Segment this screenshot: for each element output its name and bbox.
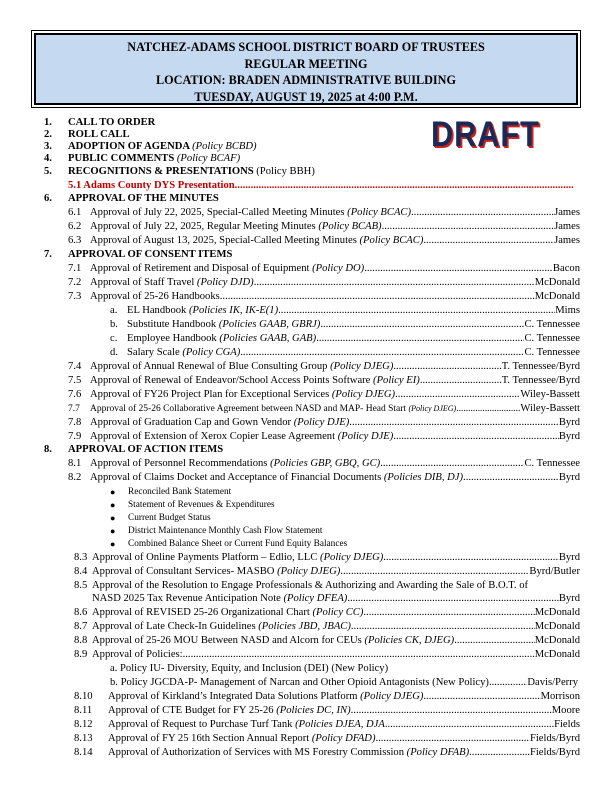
- item-presenter: McDonald: [534, 649, 580, 660]
- item-title: Approval of REVISED 25-26 Organizational Chart: [92, 607, 310, 618]
- item-presenter: C. Tennessee: [524, 458, 580, 469]
- item-title: Approval of Personnel Recommendations: [90, 458, 268, 469]
- item-presenter: C. Tennessee: [524, 347, 580, 358]
- item-policy: (Policy DJEG): [408, 404, 457, 413]
- item-number: 7.4: [68, 361, 82, 372]
- item-number: 8.: [44, 444, 52, 455]
- item-title: ADOPTION OF AGENDA: [68, 141, 190, 152]
- item-policy: (Policy DJEG): [320, 552, 384, 563]
- item-number: 8.3: [74, 552, 88, 563]
- item-title: Approval of FY 25 16th Section Annual Report: [108, 733, 310, 744]
- item-policy: (Policy DJE): [293, 417, 350, 428]
- item-policy: (Policy BCBD): [192, 141, 257, 152]
- item-policy: (Policy DO): [312, 263, 365, 274]
- item-presenter: Wiley-Bassett: [520, 403, 580, 414]
- item-number: 7.2: [68, 277, 82, 288]
- item-title: Approval of 25-26 MOU Between NASD and Alcorn for CEUs: [92, 635, 362, 646]
- item-title: Approval of Annual Renewal of Blue Consulting Group: [90, 361, 328, 372]
- item-presenter: Bacon: [552, 263, 580, 274]
- item-policy: (Policy DFAD): [311, 733, 376, 744]
- item-number: 2.: [44, 129, 52, 140]
- item-policy: (Policies GAAB, GAB): [219, 333, 317, 344]
- item-number: 8.6: [74, 607, 88, 618]
- item-title: Approval of 25-26 Collaborative Agreement between NASD and MAP- Head Start: [90, 404, 407, 414]
- item-title: Approval of Online Payments Platform – Edlio, LLC: [92, 552, 318, 563]
- item-presenter: C. Tennessee: [524, 319, 580, 330]
- item-title: APPROVAL OF THE MINUTES: [68, 193, 219, 204]
- item-policy: (Policy DJEG): [277, 566, 341, 577]
- item-title: Approval of Policies:: [92, 649, 183, 660]
- bullet-text: Current Budget Status: [128, 513, 211, 523]
- item-presenter: Mims: [555, 305, 580, 316]
- item-presenter: Byrd: [558, 431, 580, 442]
- bullet-text: Combined Balance Sheet or Current Fund Equity Balances: [128, 539, 348, 549]
- item-number: 8.7: [74, 621, 88, 632]
- item-title: Approval of August 13, 2025, Special-Called Meeting Minutes: [90, 235, 357, 246]
- item-number: b.: [110, 319, 118, 330]
- item-number: a.: [110, 305, 118, 316]
- item-policy: (Policy BCAB): [318, 221, 382, 232]
- item-number: 7.: [44, 249, 52, 260]
- item-policy: (Policies JBD, JBAC): [258, 621, 351, 632]
- bullet-text: District Maintenance Monthly Cash Flow Statement: [128, 526, 323, 536]
- meeting-header: [34, 33, 578, 105]
- item-title: Employee Handbook: [127, 333, 217, 344]
- item-title: Approval of 25-26 Handbooks: [90, 291, 220, 302]
- item-number: 4.: [44, 153, 52, 164]
- item-number: 8.10: [74, 691, 93, 702]
- item-policy: (Policy DJEG): [360, 691, 424, 702]
- item-title: ROLL CALL: [68, 129, 130, 140]
- item-presenter: James: [554, 221, 580, 232]
- item-policy: (Policies GAAB, GBRJ): [218, 319, 321, 330]
- item-number: 6.2: [68, 221, 82, 232]
- item-title: Approval of Claims Docket and Acceptance of Financial Documents: [90, 472, 382, 483]
- item-number: 6.1: [68, 207, 82, 218]
- item-presenter: Byrd: [558, 472, 580, 483]
- item-presenter: Fields: [554, 719, 580, 730]
- item-number: c.: [110, 333, 118, 344]
- item-title: Approval of CTE Budget for FY 25-26: [108, 705, 274, 716]
- item-presenter: Moore: [551, 705, 580, 716]
- item-presenter: Byrd: [558, 552, 580, 563]
- item-title: Approval of FY26 Project Plan for Exceptional Services: [90, 389, 330, 400]
- item-title: EL Handbook: [127, 305, 187, 316]
- item-number: d.: [110, 347, 118, 358]
- item-number: 8.9: [74, 649, 88, 660]
- item-policy: (Policy BCAC): [359, 235, 424, 246]
- item-policy: (Policy EI): [373, 375, 420, 386]
- item-title: Approval of Authorization of Services with MS Forestry Commission: [108, 747, 405, 758]
- item-number: 8.2: [68, 472, 82, 483]
- item-title: Salary Scale: [127, 347, 180, 358]
- item-presenter: McDonald: [534, 635, 580, 646]
- item-number: 7.3: [68, 291, 82, 302]
- item-number: 8.14: [74, 747, 93, 758]
- header-line-1: NATCHEZ-ADAMS SCHOOL DISTRICT BOARD OF TRUSTEES: [127, 40, 485, 54]
- item-number: 3.: [44, 141, 52, 152]
- header-line-3: LOCATION: BRADEN ADMINISTRATIVE BUILDING: [156, 73, 456, 87]
- item-title: Approval of Extension of Xerox Copier Lease Agreement: [90, 431, 336, 442]
- item-presenter: McDonald: [534, 291, 580, 302]
- item-policy: (Policies GBP, GBQ, GC): [270, 458, 381, 469]
- item-number: 8.12: [74, 719, 93, 730]
- item-number: 7.8: [68, 417, 82, 428]
- item-presenter: James: [554, 235, 580, 246]
- item-presenter: Fields/Byrd: [529, 747, 580, 758]
- bullet-icon: ●: [110, 487, 116, 497]
- item-title: Approval of Graduation Cap and Gown Vendor: [90, 417, 292, 428]
- item-number: 7.5: [68, 375, 82, 386]
- item-policy: (Policy CC): [312, 607, 364, 618]
- item-title: Approval of Staff Travel: [90, 277, 195, 288]
- item-title-cont: NASD 2025 Tax Revenue Anticipation Note: [92, 593, 281, 604]
- item-policy: (Policy DFEA): [283, 593, 348, 604]
- item-number: 1.: [44, 117, 52, 128]
- draft-stamp: DRAFT: [431, 115, 540, 154]
- item-title: Approval of July 22, 2025, Regular Meeting Minutes: [90, 221, 316, 232]
- item-presenter: Morrison: [540, 691, 580, 702]
- item-number: 7.9: [68, 431, 82, 442]
- item-policy: (Policy DJEG): [330, 361, 394, 372]
- item-title: Approval of July 22, 2025, Special-Called Meeting Minutes: [90, 207, 345, 218]
- item-presenter: McDonald: [534, 607, 580, 618]
- item-number: 8.8: [74, 635, 88, 646]
- item-number: 8.5: [74, 580, 88, 591]
- item-title: APPROVAL OF CONSENT ITEMS: [68, 249, 233, 260]
- bullet-icon: ●: [110, 500, 116, 510]
- item-policy: (Policies DJEA, DJA: [295, 719, 385, 730]
- item-number: 6.3: [68, 235, 82, 246]
- item-number: 8.11: [74, 705, 93, 716]
- item-title: Approval of Retirement and Disposal of Equipment: [90, 263, 310, 274]
- item-title: RECOGNITIONS & PRESENTATIONS: [68, 166, 254, 177]
- item-presenter: Byrd: [558, 593, 580, 604]
- item-number: 7.7: [68, 404, 80, 414]
- item-title: APPROVAL OF ACTION ITEMS: [68, 444, 224, 455]
- item-policy: (Policies DIB, DJ): [383, 472, 464, 483]
- item-presenter: Byrd: [558, 417, 580, 428]
- item-title: a. Policy IU- Diversity, Equity, and Inclusion (DEI) (New Policy): [110, 663, 389, 674]
- item-policy: (Policy DJEG): [331, 389, 396, 400]
- item-policy: (Policy BCAF): [176, 153, 241, 164]
- item-title: Substitute Handbook: [127, 319, 217, 330]
- item-title: Approval of Renewal of Endeavor/School Access Points Software: [90, 375, 371, 386]
- item-policy: (Policy DJE): [337, 431, 394, 442]
- item-presenter: T. Tennessee/Byrd: [501, 375, 580, 386]
- item-title: Approval of the Resolution to Engage Professionals & Authorizing and Awarding the Sale of B.O.T. of: [92, 580, 529, 591]
- item-title: Approval of Kirkland’s Integrated Data Solutions Platform: [108, 691, 358, 702]
- item-policy: (Policy DFAB): [406, 747, 470, 758]
- item-title: Approval of Late Check-In Guidelines: [92, 621, 256, 632]
- bullet-icon: ●: [110, 526, 116, 536]
- item-title: 5.1 Adams County DYS Presentation: [68, 180, 235, 191]
- header-line-2: REGULAR MEETING: [244, 56, 368, 71]
- item-policy: (Policies CK, DJEG): [364, 635, 455, 646]
- item-policy: (Policy BCAC): [347, 207, 412, 218]
- item-presenter: McDonald: [534, 277, 580, 288]
- item-title: CALL TO ORDER: [68, 117, 156, 128]
- item-title: Approval of Request to Purchase Turf Tank: [108, 719, 293, 730]
- header-line-4: TUESDAY, AUGUST 19, 2025 at 4:00 P.M.: [194, 89, 418, 104]
- bullet-icon: ●: [110, 539, 116, 549]
- item-number: 7.6: [68, 389, 82, 400]
- item-number: 6.: [44, 193, 52, 204]
- item-policy: (Policy DJD): [196, 277, 254, 288]
- item-policy: (Policy BBH): [256, 166, 315, 177]
- item-title: b. Policy JGCDA-P- Management of Narcan and Other Opioid Antagonists (New Policy): [110, 677, 489, 688]
- item-number: 8.13: [74, 733, 93, 744]
- item-policy: (Policies IK, IK-E(1): [189, 305, 279, 316]
- item-presenter: T. Tennessee/Byrd: [501, 361, 580, 372]
- bullet-icon: ●: [110, 513, 116, 523]
- item-presenter: McDonald: [534, 621, 580, 632]
- item-presenter: Fields/Byrd: [529, 733, 580, 744]
- item-title: PUBLIC COMMENTS: [68, 153, 175, 164]
- item-policy: (Policies DC, IN): [276, 705, 351, 716]
- item-policy: (Policy CGA): [182, 347, 241, 358]
- item-presenter: Byrd/Butler: [529, 566, 580, 577]
- item-presenter: James: [554, 207, 580, 218]
- item-title: Approval of Consultant Services- MASBO: [92, 566, 275, 577]
- item-number: 5.: [44, 166, 52, 177]
- item-presenter: C. Tennessee: [524, 333, 580, 344]
- item-number: 8.1: [68, 458, 82, 469]
- item-presenter: Wiley-Bassett: [520, 389, 580, 400]
- bullet-text: Statement of Revenues & Expenditures: [128, 500, 275, 510]
- item-number: 8.4: [74, 566, 88, 577]
- item-presenter: Davis/Perry: [527, 677, 578, 688]
- item-number: 7.1: [68, 263, 82, 274]
- bullet-text: Reconciled Bank Statement: [128, 487, 232, 497]
